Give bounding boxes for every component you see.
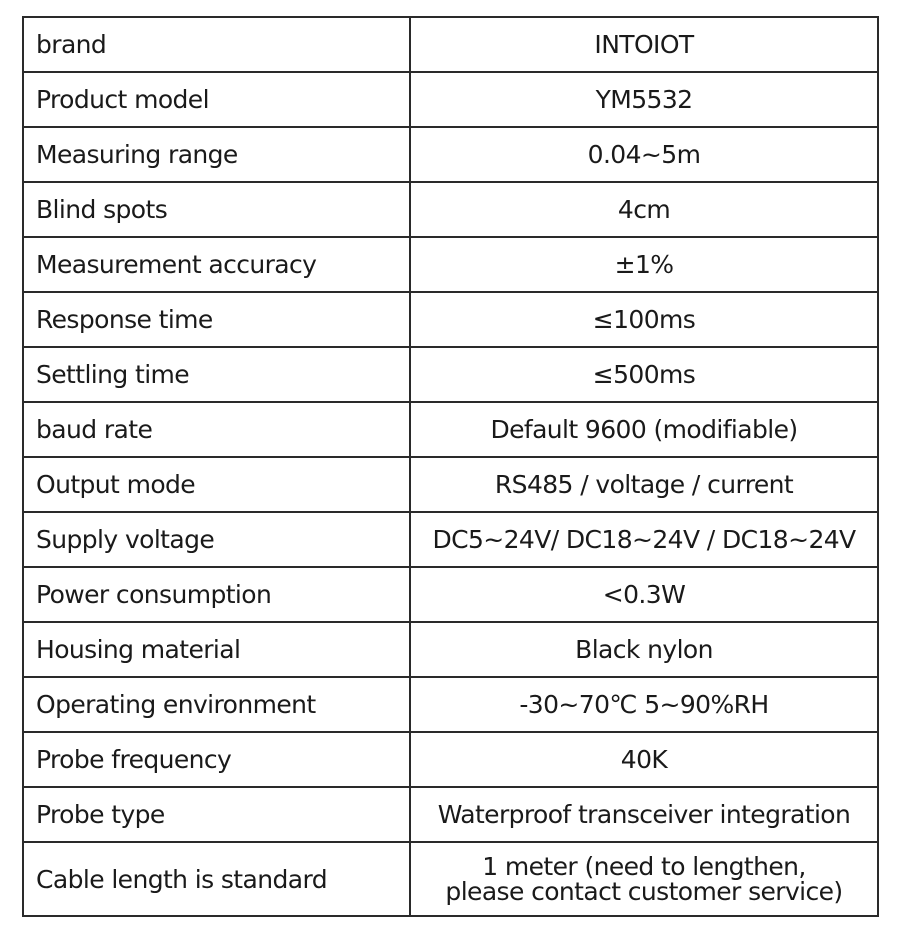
spec-value: Black nylon xyxy=(410,622,878,677)
table-row xyxy=(23,17,878,72)
spec-label: Response time xyxy=(23,292,410,347)
spec-value: ±1% xyxy=(410,237,878,292)
table-row xyxy=(23,732,878,787)
table-row xyxy=(23,677,878,732)
spec-label: brand xyxy=(23,17,410,72)
spec-value: -30~70℃ 5~90%RH xyxy=(410,677,878,732)
spec-value: ≤100ms xyxy=(410,292,878,347)
table-row xyxy=(23,292,878,347)
spec-value-line: please contact customer service) xyxy=(445,877,843,906)
table-row xyxy=(23,237,878,292)
table-row xyxy=(23,127,878,182)
spec-value: Default 9600 (modifiable) xyxy=(410,402,878,457)
spec-table xyxy=(22,16,879,917)
table-row xyxy=(23,842,878,916)
spec-value: RS485 / voltage / current xyxy=(410,457,878,512)
spec-value: 40K xyxy=(410,732,878,787)
spec-value: YM5532 xyxy=(410,72,878,127)
spec-label: Power consumption xyxy=(23,567,410,622)
table-row xyxy=(23,512,878,567)
table-row xyxy=(23,622,878,677)
spec-value: 4cm xyxy=(410,182,878,237)
table-row xyxy=(23,567,878,622)
spec-label: Measurement accuracy xyxy=(23,237,410,292)
spec-value: INTOIOT xyxy=(410,17,878,72)
spec-label: Product model xyxy=(23,72,410,127)
table-row xyxy=(23,457,878,512)
table-row xyxy=(23,72,878,127)
spec-label: Supply voltage xyxy=(23,512,410,567)
spec-label: baud rate xyxy=(23,402,410,457)
spec-label: Housing material xyxy=(23,622,410,677)
spec-label: Operating environment xyxy=(23,677,410,732)
spec-value-line: 1 meter (need to lengthen, xyxy=(482,852,806,881)
spec-value: 0.04~5m xyxy=(410,127,878,182)
table-row xyxy=(23,182,878,237)
table-row xyxy=(23,787,878,842)
spec-label: Output mode xyxy=(23,457,410,512)
spec-label: Settling time xyxy=(23,347,410,402)
spec-value xyxy=(410,842,878,916)
spec-label: Blind spots xyxy=(23,182,410,237)
spec-label: Probe frequency xyxy=(23,732,410,787)
spec-value: ≤500ms xyxy=(410,347,878,402)
table-row xyxy=(23,402,878,457)
spec-label: Measuring range xyxy=(23,127,410,182)
spec-label: Probe type xyxy=(23,787,410,842)
spec-value: DC5~24V/ DC18~24V / DC18~24V xyxy=(410,512,878,567)
spec-value: Waterproof transceiver integration xyxy=(410,787,878,842)
spec-label: Cable length is standard xyxy=(23,842,410,916)
spec-value: <0.3W xyxy=(410,567,878,622)
table-row xyxy=(23,347,878,402)
